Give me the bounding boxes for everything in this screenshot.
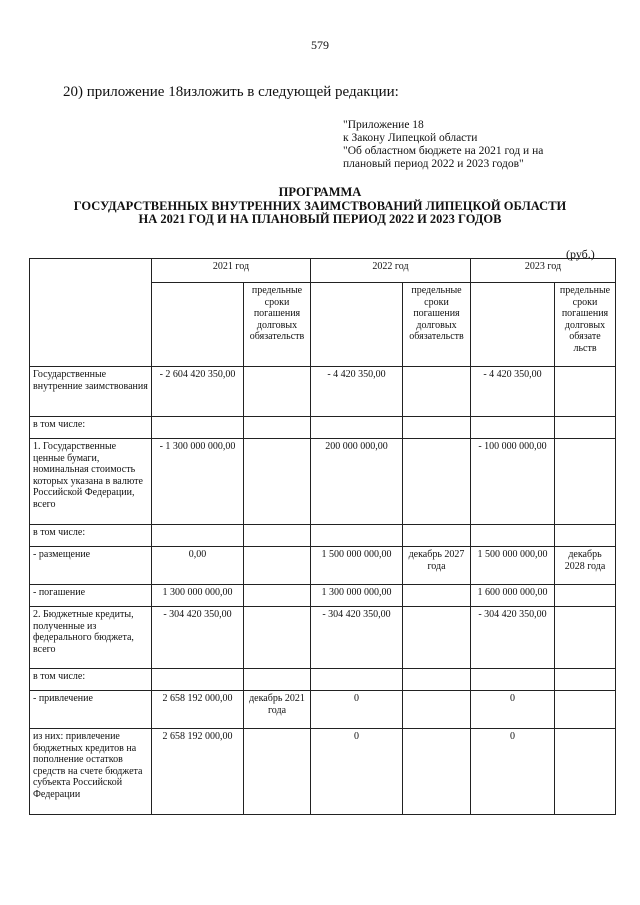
- deadline-2021: [244, 439, 311, 525]
- appendix-line: "Приложение 18: [343, 119, 424, 131]
- row-label: Государственные внутренние заимствования: [30, 367, 152, 417]
- table-row: [30, 607, 616, 669]
- amount-2023: - 304 420 350,00: [471, 607, 555, 669]
- table-row: [30, 585, 616, 607]
- deadline-2022: [403, 669, 471, 691]
- document-title: [0, 186, 640, 227]
- deadline-2022: [403, 525, 471, 547]
- amount-2023: 0: [471, 691, 555, 729]
- amount-2023: 1 600 000 000,00: [471, 585, 555, 607]
- amount-2022: - 4 420 350,00: [311, 367, 403, 417]
- deadline-2021: [244, 525, 311, 547]
- deadline-2022: [403, 367, 471, 417]
- header-label-cell: [30, 259, 152, 367]
- amount-2021: - 1 300 000 000,00: [152, 439, 244, 525]
- amount-2021: [152, 525, 244, 547]
- amount-2023: 1 500 000 000,00: [471, 547, 555, 585]
- deadline-2021: [244, 607, 311, 669]
- amount-2022: 1 500 000 000,00: [311, 547, 403, 585]
- amount-2021: [152, 669, 244, 691]
- row-label: в том числе:: [30, 417, 152, 439]
- row-label: - погашение: [30, 585, 152, 607]
- table-row: [30, 691, 616, 729]
- deadline-2023: [555, 417, 616, 439]
- table-row: [30, 547, 616, 585]
- currency-units: (руб.): [566, 247, 595, 261]
- borrowings-table: [29, 258, 616, 815]
- deadline-2022: [403, 585, 471, 607]
- header-amount-2021: [152, 283, 244, 367]
- table-row: [30, 669, 616, 691]
- deadline-2021: [244, 417, 311, 439]
- amount-2023: - 4 420 350,00: [471, 367, 555, 417]
- title-line: ПРОГРАММА: [278, 185, 362, 199]
- row-label: 1. Государственные ценные бумаги, номинальная стоимость которых указана в валюте Российской Федерации, всего: [30, 439, 152, 525]
- deadline-2023: [555, 585, 616, 607]
- amount-2023: [471, 525, 555, 547]
- row-label: в том числе:: [30, 525, 152, 547]
- appendix-line: "Об областном бюджете на 2021 год и на: [343, 145, 544, 157]
- deadline-2023: [555, 669, 616, 691]
- amount-2021: [152, 417, 244, 439]
- table-row: [30, 367, 616, 417]
- amount-2021: - 2 604 420 350,00: [152, 367, 244, 417]
- appendix-reference: [343, 119, 543, 171]
- amount-2023: [471, 417, 555, 439]
- amount-2023: 0: [471, 729, 555, 815]
- deadline-2021: [244, 367, 311, 417]
- amount-2022: [311, 669, 403, 691]
- deadline-2022: [403, 607, 471, 669]
- deadline-2023: [555, 439, 616, 525]
- header-deadline-2023: предельные сроки погашения долговых обязате льств: [555, 283, 616, 367]
- amount-2022: 200 000 000,00: [311, 439, 403, 525]
- row-label: в том числе:: [30, 669, 152, 691]
- deadline-2021: [244, 669, 311, 691]
- amount-2021: - 304 420 350,00: [152, 607, 244, 669]
- amount-2022: 1 300 000 000,00: [311, 585, 403, 607]
- amount-2023: - 100 000 000,00: [471, 439, 555, 525]
- deadline-2023: декабрь 2028 года: [555, 547, 616, 585]
- table-row: [30, 439, 616, 525]
- deadline-2022: [403, 417, 471, 439]
- header-deadline-2022: предельные сроки погашения долговых обязательств: [403, 283, 471, 367]
- deadline-2023: [555, 367, 616, 417]
- deadline-2022: [403, 691, 471, 729]
- deadline-2023: [555, 691, 616, 729]
- row-label: - размещение: [30, 547, 152, 585]
- amount-2022: [311, 417, 403, 439]
- deadline-2022: [403, 439, 471, 525]
- table-row: [30, 417, 616, 439]
- row-label: 2. Бюджетные кредиты, полученные из федерального бюджета, всего: [30, 607, 152, 669]
- amount-2022: 0: [311, 729, 403, 815]
- table-row: [30, 525, 616, 547]
- deadline-2023: [555, 607, 616, 669]
- amount-2023: [471, 669, 555, 691]
- row-label: - привлечение: [30, 691, 152, 729]
- amendment-intro: 20) приложение 18изложить в следующей редакции:: [63, 84, 399, 100]
- page-number: 579: [311, 38, 329, 52]
- deadline-2021: декабрь 2021 года: [244, 691, 311, 729]
- header-amount-2023: [471, 283, 555, 367]
- deadline-2021: [244, 585, 311, 607]
- deadline-2022: [403, 729, 471, 815]
- header-row-years: [30, 259, 616, 283]
- amount-2022: - 304 420 350,00: [311, 607, 403, 669]
- amount-2022: [311, 525, 403, 547]
- row-label: из них: привлечение бюджетных кредитов на пополнение остатков средств на счете бюджета субъекта Российской Федерации: [30, 729, 152, 815]
- amount-2021: 1 300 000 000,00: [152, 585, 244, 607]
- amount-2021: 2 658 192 000,00: [152, 729, 244, 815]
- header-year-2022: 2022 год: [311, 259, 471, 283]
- title-line: НА 2021 ГОД И НА ПЛАНОВЫЙ ПЕРИОД 2022 И 2023 ГОДОВ: [138, 212, 502, 226]
- deadline-2023: [555, 525, 616, 547]
- appendix-line: к Закону Липецкой области: [343, 132, 478, 144]
- title-line: ГОСУДАРСТВЕННЫХ ВНУТРЕННИХ ЗАИМСТВОВАНИЙ ЛИПЕЦКОЙ ОБЛАСТИ: [73, 198, 567, 213]
- amount-2022: 0: [311, 691, 403, 729]
- header-year-2023: 2023 год: [471, 259, 616, 283]
- deadline-2021: [244, 547, 311, 585]
- header-deadline-2021: предельные сроки погашения долговых обязательств: [244, 283, 311, 367]
- amount-2021: 0,00: [152, 547, 244, 585]
- deadline-2023: [555, 729, 616, 815]
- header-amount-2022: [311, 283, 403, 367]
- amount-2021: 2 658 192 000,00: [152, 691, 244, 729]
- table-row: [30, 729, 616, 815]
- appendix-line: плановый период 2022 и 2023 годов": [343, 158, 524, 170]
- deadline-2021: [244, 729, 311, 815]
- deadline-2022: декабрь 2027 года: [403, 547, 471, 585]
- header-year-2021: 2021 год: [152, 259, 311, 283]
